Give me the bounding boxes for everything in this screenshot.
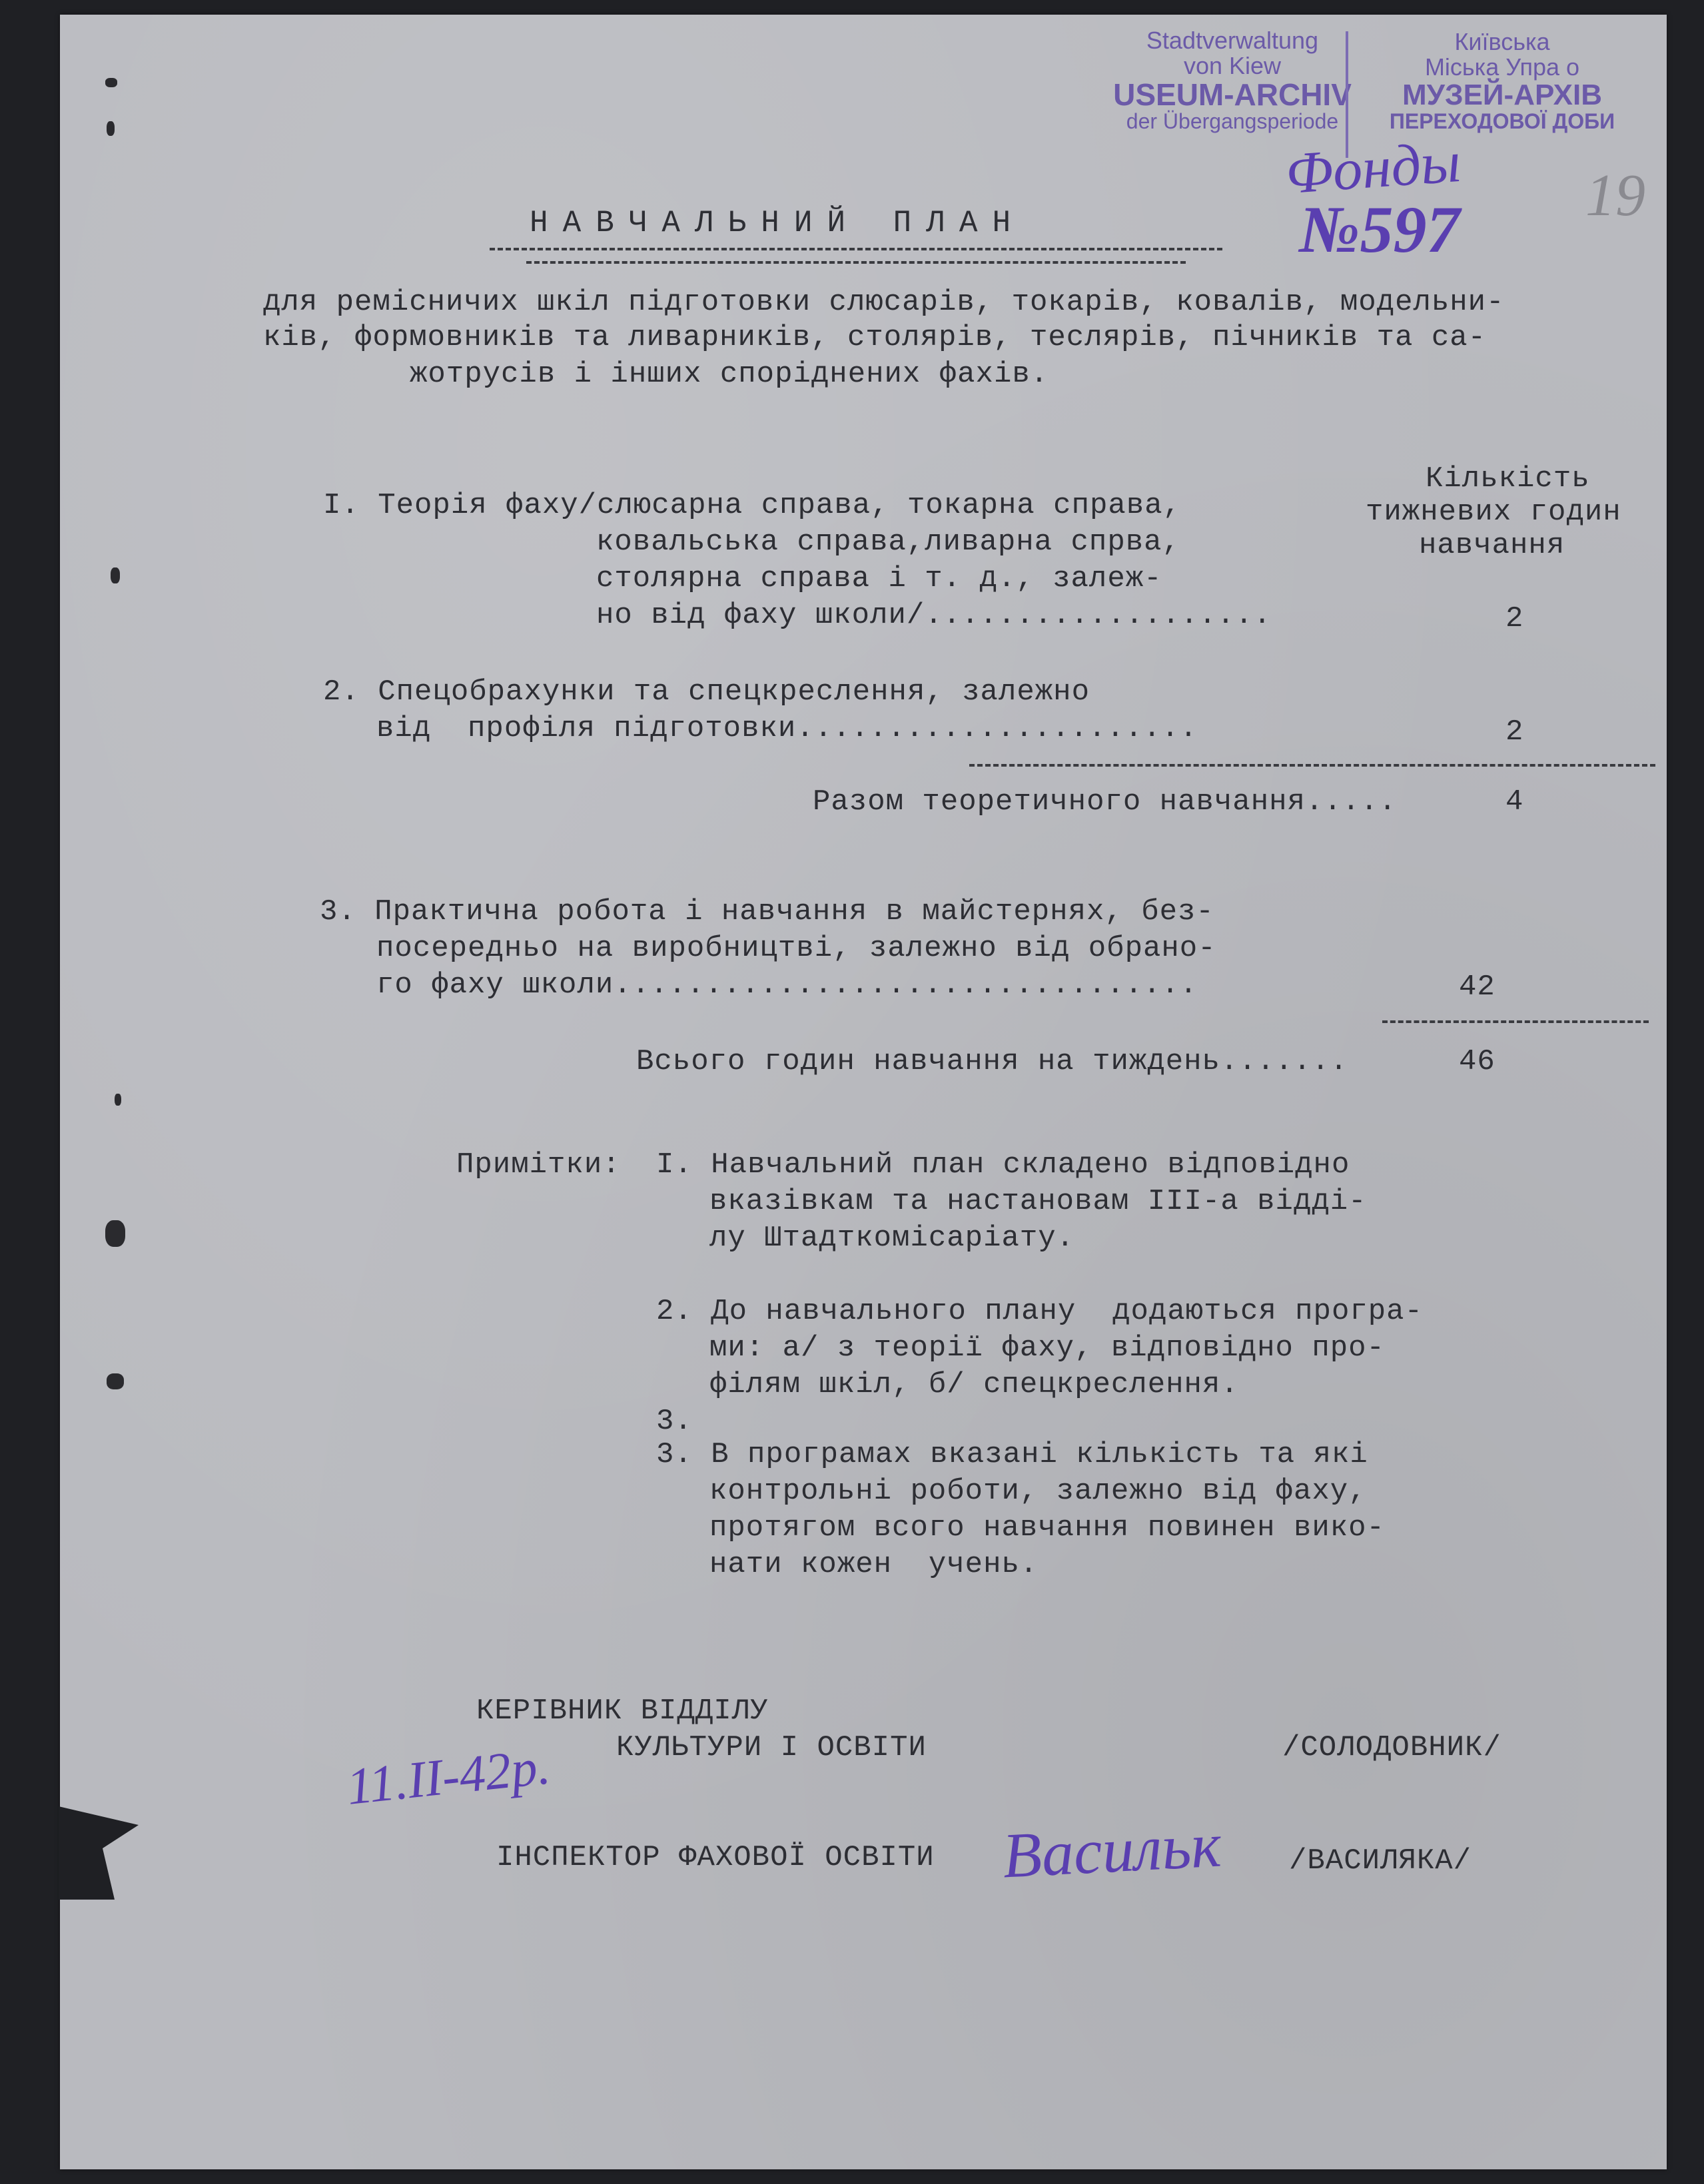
binding-hole — [107, 121, 115, 136]
annotation-fond: Фонды — [1283, 129, 1463, 207]
item-1-line: ковальська справа,ливарна спрва, — [596, 526, 1180, 559]
subtitle-line: жотрусів і інших споріднених фахів. — [410, 358, 1049, 391]
stamp-ukrainian-line: МУЗЕЙ-АРХІВ — [1402, 78, 1602, 111]
inspector-title: ІНСПЕКТОР ФАХОВОЇ ОСВІТИ — [496, 1841, 935, 1874]
note-2-line: ми: а/ з теорії фаху, відповідно про- — [709, 1331, 1385, 1365]
binding-hole — [111, 567, 120, 583]
stamp-ukrainian — [1346, 29, 1659, 133]
stamp-german-line: von Kiew — [1183, 51, 1282, 79]
item-1-hours: 2 — [1505, 602, 1524, 635]
hours-header-line: тижневих годин — [1366, 496, 1621, 529]
note-3-line: 3. — [656, 1405, 693, 1438]
item-3-line: посередньо на виробництві, залежно від обрано- — [376, 932, 1216, 965]
note-4-line: 3. В програмах вказані кількість та які — [656, 1438, 1368, 1471]
note-1-line: вказівкам та настановам III-а відді- — [709, 1185, 1367, 1218]
binding-hole — [115, 1094, 121, 1106]
item-3-line: го фаху школи................................ — [376, 968, 1198, 1002]
inspector-signature: Васильк — [1001, 1808, 1223, 1892]
document-sheet — [60, 15, 1667, 2169]
inspector-name: /ВАСИЛЯКА/ — [1289, 1844, 1472, 1878]
note-1-line: I. Навчальний план складено відповідно — [656, 1148, 1350, 1182]
item-2-line: 2. Спецобрахунки та спецкреслення, залежно — [323, 675, 1090, 709]
binding-hole — [105, 1220, 125, 1247]
total-hours: 46 — [1459, 1045, 1495, 1078]
note-2-line: 2. До навчального плану додаються програ- — [656, 1295, 1423, 1328]
note-2-line: філям шкіл, б/ спецкреслення. — [709, 1368, 1239, 1401]
note-4-line: контрольні роботи, залежно від фаху, — [709, 1475, 1367, 1508]
subtitle-line: ків, формовників та ливарників, столярів, теслярів, пічників та са- — [263, 321, 1487, 354]
item-1-line: I. Теорія фаху/слюсарна справа, токарна справа, — [323, 489, 1182, 522]
item-2-line: від профіля підготовки...................... — [376, 712, 1198, 745]
head-name: /СОЛОДОВНИК/ — [1282, 1731, 1501, 1764]
total-rule — [1382, 1020, 1649, 1023]
page-title: НАВЧАЛЬНИЙ ПЛАН — [530, 206, 1026, 240]
subtitle-line: для ремісничих шкіл підготовки слюсарів, токарів, ковалів, модельни- — [263, 286, 1505, 319]
annotation-number: №597 — [1299, 192, 1460, 266]
note-4-line: протягом всого навчання повинен вико- — [709, 1511, 1385, 1545]
subtotal-hours: 4 — [1505, 785, 1524, 819]
stamp-ukrainian-line: Київська — [1454, 28, 1550, 55]
head-title-line: КЕРІВНИК ВІДДІЛУ — [476, 1694, 769, 1728]
subtotal-label: Разом теоретичного навчання..... — [813, 785, 1397, 819]
stamp-ukrainian-line: ПЕРЕХОДОВОЇ ДОБИ — [1389, 109, 1615, 133]
item-2-hours: 2 — [1505, 715, 1524, 749]
notes-label: Примітки: — [456, 1148, 621, 1182]
head-title-line: КУЛЬТУРИ І ОСВІТИ — [616, 1731, 927, 1764]
hours-header-line: навчання — [1419, 529, 1565, 562]
stamp-german-line: der Übergangsperiode — [1126, 109, 1339, 133]
torn-corner — [59, 1806, 139, 1900]
total-label: Всього годин навчання на тиждень....... — [636, 1045, 1348, 1078]
stamp-ukrainian-line: Міська Упра о — [1424, 53, 1580, 81]
handwritten-date: 11.II-42р. — [344, 1736, 553, 1816]
title-underline-short — [526, 261, 1186, 264]
subtotal-rule — [969, 764, 1655, 767]
note-1-line: лу Штадткомісаріату. — [709, 1222, 1075, 1255]
hours-header-line: Кількість — [1426, 462, 1590, 496]
title-underline — [490, 248, 1222, 250]
binding-hole — [105, 78, 117, 87]
stamp-german-line: USEUM-ARCHIV — [1113, 77, 1352, 112]
item-3-line: 3. Практична робота і навчання в майстернях, без- — [320, 895, 1214, 928]
item-1-line: столярна справа і т. д., залеж- — [596, 562, 1162, 595]
item-1-line: но від фаху школи/................... — [596, 599, 1272, 632]
item-3-hours: 42 — [1459, 970, 1495, 1004]
binding-hole — [107, 1373, 124, 1389]
sheet-number: 19 — [1585, 163, 1645, 228]
note-4-line: нати кожен учень. — [709, 1548, 1039, 1581]
stamp-german-line: Stadtverwaltung — [1146, 27, 1319, 54]
